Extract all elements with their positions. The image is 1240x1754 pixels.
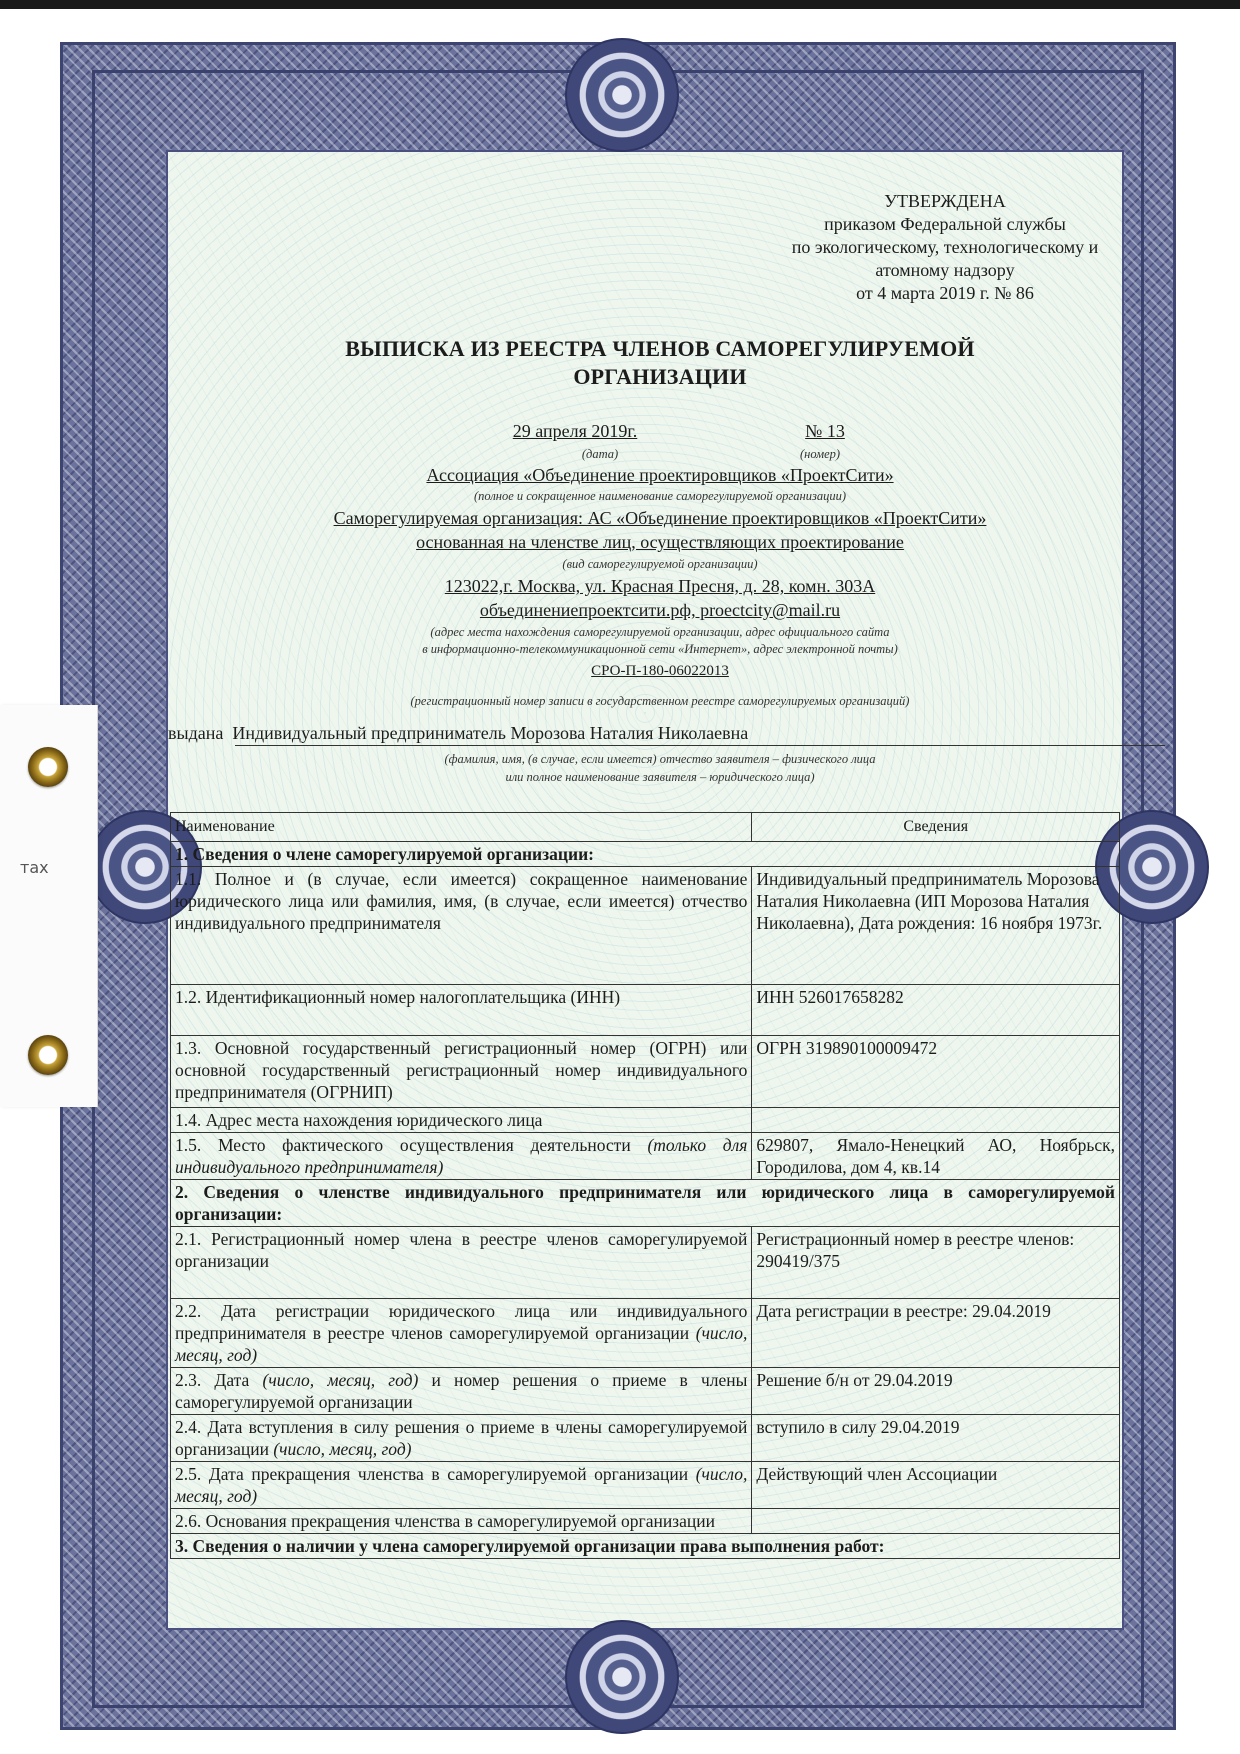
issue-date: 29 апреля 2019г. [512,421,638,441]
row-name-note: (число, месяц, год) [175,1323,748,1365]
sro-website-email: объединениепроектсити.рф, proectcity@mail.ru [479,600,841,620]
row-value: 629807, Ямало-Ненецкий АО, Ноябрьск, Городилова, дом 4, кв.14 [752,1133,1120,1180]
row-value: Регистрационный номер в реестре членов: 290419/375 [752,1227,1120,1299]
section-row [171,1534,1120,1559]
approval-line: атомному надзору [875,260,1015,280]
row-name-note: (число, месяц, год) [262,1370,419,1390]
table-row [171,1368,1120,1415]
approval-line: приказом Федеральной службы [824,214,1066,234]
row-name [171,1299,752,1368]
table-row [171,1133,1120,1180]
table-row [171,1462,1120,1509]
row-name: 2.6. Основания прекращения членства в саморегулируемой организации [171,1509,752,1534]
column-header-info: Сведения [752,813,1120,842]
row-name: 1.3. Основной государственный регистрационный номер (ОГРН) или основной государственный регистрационный номер индивидуального предпринимателя (ОГРНИП) [171,1036,752,1108]
row-name [171,1133,752,1180]
row-name-text: 2.2. Дата регистрации юридического лица или индивидуального предпринимателя в реестре членов саморегулируемой организации [175,1301,748,1343]
section-row [171,842,1120,867]
approval-block [780,190,1110,305]
row-name [171,1368,752,1415]
table-row [171,867,1120,985]
row-name-text: 2.5. Дата прекращения членства в саморегулируемой организации [175,1464,689,1484]
row-value: Действующий член Ассоциации [752,1462,1120,1509]
table-row [171,1108,1120,1133]
row-name-text: 2.3. Дата [175,1370,250,1390]
issued-caption: (фамилия, имя, (в случае, если имеется) отчество заявителя – физического лица [444,752,876,766]
row-name-note: (только для индивидуального предпринимателя) [175,1135,748,1177]
sro-address: 123022,г. Москва, ул. Красная Пресня, д. 28, комн. 303А [444,576,876,596]
row-value: ОГРН 319890100009472 [752,1036,1120,1108]
table-row [171,1299,1120,1368]
issue-number: № 13 [805,421,845,441]
row-value [752,1509,1120,1534]
row-name [171,1415,752,1462]
registry-number-caption: (регистрационный номер записи в государственном реестре саморегулируемых организаций) [410,694,910,708]
issued-to-line [168,723,748,744]
table-row [171,1227,1120,1299]
table-row [171,1036,1120,1108]
row-name [171,1462,752,1509]
column-header-name: Наименование [171,813,752,842]
row-name-note: (число, месяц, год) [273,1439,412,1459]
row-value: Решение б/н от 29.04.2019 [752,1368,1120,1415]
table-row [171,1509,1120,1534]
section-heading: 2. Сведения о членстве индивидуального предпринимателя или юридического лица в саморегулируемой организации: [171,1180,1120,1227]
sro-type-caption: (вид саморегулируемой организации) [562,557,758,571]
row-name: 1.1. Полное и (в случае, если имеется) сокращенное наименование юридического лица или фамилия, имя, (в случае, если имеется) отчество индивидуального предпринимателя [171,867,752,985]
issued-underline [235,745,1165,746]
stray-edge-text: тах [20,858,49,877]
row-name-note: (число, месяц, год) [175,1464,748,1506]
organization-name-caption: (полное и сокращенное наименование саморегулируемой организации) [473,489,847,503]
issued-to-name: Индивидуальный предприниматель Морозова Наталия Николаевна [232,723,749,743]
table-row [171,1415,1120,1462]
approval-line: УТВЕРЖДЕНА [884,191,1006,211]
row-name: 2.1. Регистрационный номер члена в реестре членов саморегулируемой организации [171,1227,752,1299]
row-name: 1.2. Идентификационный номер налогоплательщика (ИНН) [171,985,752,1036]
section-row [171,1180,1120,1227]
organization-name: Ассоциация «Объединение проектировщиков «ПроектСити» [426,465,894,485]
date-caption: (дата) [581,447,619,461]
title-line: ВЫПИСКА ИЗ РЕЕСТРА ЧЛЕНОВ САМОРЕГУЛИРУЕМОЙ [345,336,975,361]
row-value: Дата регистрации в реестре: 29.04.2019 [752,1299,1120,1368]
registry-extract-table [170,812,1120,1559]
sro-registry-number: СРО-П-180-06022013 [591,663,729,679]
row-value: Индивидуальный предприниматель Морозова Наталия Николаевна (ИП Морозова Наталия Николаевна), Дата рождения: 16 ноября 1973г. [752,867,1120,985]
sro-type-line: Саморегулируемая организация: АС «Объединение проектировщиков «ПроектСити» [333,508,987,528]
row-name-text: 1.5. Место фактического осуществления деятельности [175,1135,631,1155]
approval-line: от 4 марта 2019 г. № 86 [856,283,1034,303]
document-title [300,335,1020,391]
row-name-text: и номер решения о приеме в члены саморегулируемой организации [175,1370,748,1412]
row-value: вступило в силу 29.04.2019 [752,1415,1120,1462]
address-caption: в информационно-телекоммуникационной сети «Интернет», адрес электронной почты) [422,642,898,656]
title-line: ОРГАНИЗАЦИИ [573,364,747,389]
row-value: ИНН 526017658282 [752,985,1120,1036]
table-header-row [171,813,1120,842]
row-value [752,1108,1120,1133]
row-name-text: 2.4. Дата вступления в силу решения о приеме в члены саморегулируемой организации [175,1417,748,1459]
sro-type-line: основанная на членстве лиц, осуществляющих проектирование [416,532,904,552]
table-row [171,985,1120,1036]
row-name: 1.4. Адрес места нахождения юридического лица [171,1108,752,1133]
approval-line: по экологическому, технологическому и [791,237,1099,257]
issued-label: выдана [168,723,224,743]
number-caption: (номер) [799,447,841,461]
section-heading: 1. Сведения о члене саморегулируемой организации: [171,842,1120,867]
address-caption: (адрес места нахождения саморегулируемой организации, адрес официального сайта [430,625,890,639]
section-heading: 3. Сведения о наличии у члена саморегулируемой организации права выполнения работ: [171,1534,1120,1559]
issued-caption: или полное наименование заявителя – юридического лица) [505,770,815,784]
